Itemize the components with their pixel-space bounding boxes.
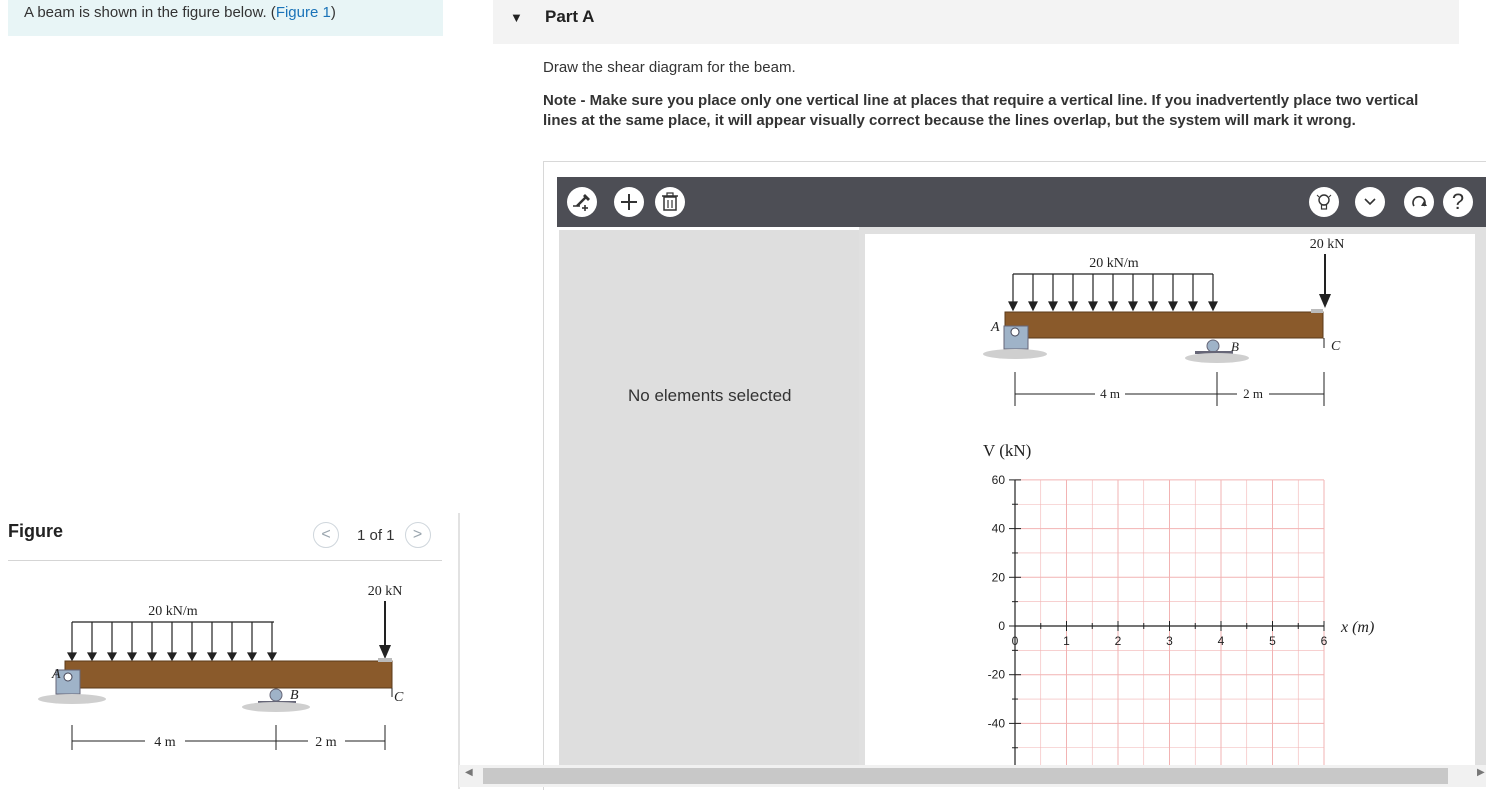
y-tick-label: 0 <box>998 619 1005 633</box>
x-tick-label: 6 <box>1320 634 1328 648</box>
canvas-dim-ab: 4 m <box>1100 386 1120 401</box>
x-tick-label: 2 <box>1114 634 1122 648</box>
draw-vector-button[interactable] <box>567 187 597 217</box>
hint-button[interactable] <box>1309 187 1339 217</box>
fig-beam <box>65 661 392 688</box>
prev-figure-button[interactable] <box>313 522 339 548</box>
y-tick-label: 20 <box>991 570 1005 585</box>
figure-separator <box>8 560 442 561</box>
note-text: Note - Make sure you place only one vertical line at places that require a vertical line. If you inadvertently place two vertical lines at the same place, it will appear visually correct because the lines overlap, but the system will mark it wrong. <box>543 92 1419 129</box>
plus-icon <box>619 192 639 212</box>
panel-divider <box>458 513 460 789</box>
fig-label-a: A <box>52 667 61 682</box>
canvas-load-point-label: 20 kN <box>1309 237 1345 252</box>
figure-link[interactable]: Figure 1 <box>275 4 331 21</box>
fig-label-b: B <box>290 688 299 703</box>
add-button[interactable] <box>614 187 644 217</box>
canvas-dim-bc: 2 m <box>1243 386 1263 401</box>
trash-icon <box>661 192 679 212</box>
chevron-right-icon: > <box>412 526 423 543</box>
part-title: Part A <box>545 7 595 26</box>
y-axis-label: V (kN) <box>983 441 1032 460</box>
delete-button[interactable] <box>655 187 685 217</box>
properties-panel <box>559 230 859 770</box>
scroll-left-arrow-icon[interactable]: ◀ <box>465 767 473 778</box>
drawing-canvas[interactable] <box>865 234 1475 774</box>
instruction-text: Draw the shear diagram for the beam. <box>543 59 796 76</box>
canvas-label-c: C <box>1331 339 1341 354</box>
x-tick-label: 5 <box>1269 634 1276 648</box>
collapse-caret-icon[interactable]: ▼ <box>510 10 523 25</box>
y-tick-label: -20 <box>987 667 1005 682</box>
lightbulb-icon <box>1314 192 1334 212</box>
pencil-plus-icon <box>571 191 593 213</box>
fig-load-point-label: 20 kN <box>367 584 403 599</box>
fig-dim-bc: 2 m <box>315 735 337 750</box>
y-tick-label: -40 <box>987 716 1005 731</box>
scrollbar-thumb[interactable] <box>483 768 1448 784</box>
y-tick-label: 60 <box>991 472 1005 487</box>
canvas-beam-figure <box>983 237 1344 406</box>
chevron-down-icon <box>1363 197 1377 207</box>
options-dropdown-button[interactable] <box>1355 187 1385 217</box>
chart-axes <box>988 473 1328 774</box>
figure-heading: Figure <box>8 521 64 541</box>
intro-text: A beam is shown in the figure below. (Figure 1) <box>24 4 336 21</box>
fig-load-arrows <box>68 622 276 660</box>
x-tick-label: 0 <box>1011 634 1019 648</box>
intro-box <box>8 0 443 36</box>
chevron-left-icon: < <box>321 526 331 543</box>
question-mark-icon: ? <box>1451 189 1465 214</box>
figure-beam-image <box>30 575 430 760</box>
next-figure-button[interactable] <box>405 522 431 548</box>
fig-dim-ab: 4 m <box>154 735 176 750</box>
x-tick-label: 1 <box>1063 634 1070 648</box>
reset-button[interactable] <box>1404 187 1434 217</box>
x-tick-label: 3 <box>1166 634 1173 648</box>
figure-pager <box>313 522 431 548</box>
y-tick-label: 40 <box>991 521 1005 536</box>
diagram-svg[interactable] <box>865 234 1475 774</box>
help-button[interactable] <box>1443 187 1473 217</box>
no-selection-text: No elements selected <box>628 386 792 405</box>
tool-toolbar <box>557 177 1486 227</box>
canvas-label-a: A <box>991 320 1000 335</box>
x-tick-label: 4 <box>1217 634 1225 648</box>
pager-text: 1 of 1 <box>357 526 395 544</box>
fig-label-c: C <box>394 690 404 705</box>
reset-arrow-icon <box>1409 192 1429 212</box>
canvas-beam <box>1005 312 1323 338</box>
fig-load-dist-label: 20 kN/m <box>148 604 198 619</box>
canvas-label-b: B <box>1231 339 1239 354</box>
x-axis-label: x (m) <box>1341 619 1375 636</box>
part-header[interactable] <box>493 0 1459 44</box>
canvas-load-dist-label: 20 kN/m <box>1089 256 1139 271</box>
scroll-right-arrow-icon[interactable]: ▶ <box>1477 767 1485 778</box>
